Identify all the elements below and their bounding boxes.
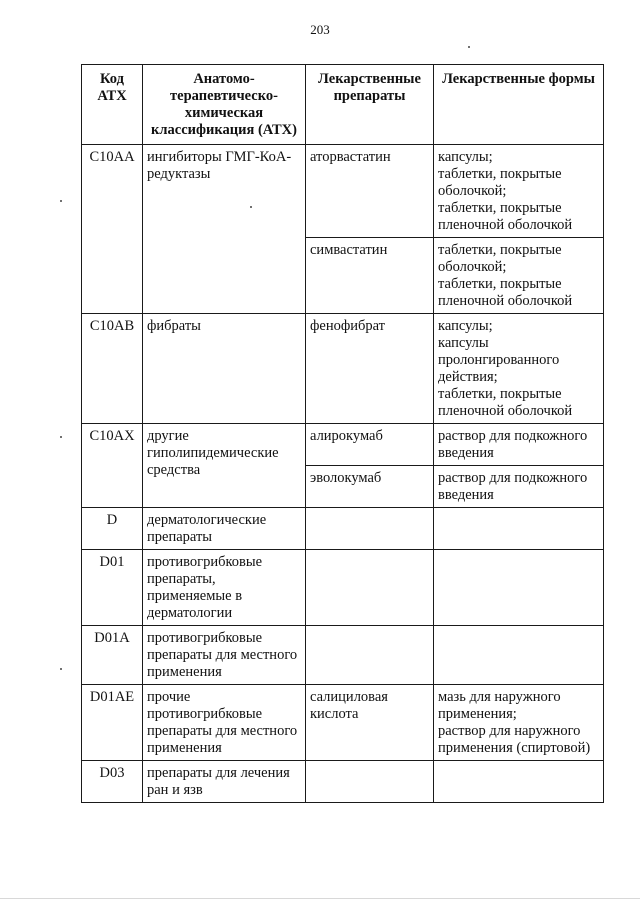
drug-name-cell: эволокумаб [306, 466, 434, 508]
dosage-form-line: таблетки, покрытые пленочной оболочкой [438, 200, 573, 233]
table-row [82, 424, 604, 466]
dosage-form-line: раствор для подкожного введения [438, 470, 588, 503]
dosage-forms-cell [434, 314, 604, 424]
dosage-forms-cell-empty [434, 761, 604, 803]
atc-code-cell: D03 [82, 761, 143, 803]
drug-name-cell: салициловая кислота [306, 685, 434, 761]
dosage-form-line: капсулы; [438, 149, 493, 165]
atc-code-cell: C10AB [82, 314, 143, 424]
dosage-form-line: таблетки, покрытые пленочной оболочкой [438, 386, 573, 419]
dosage-forms-cell [434, 685, 604, 761]
table-row [82, 685, 604, 761]
table-body [82, 145, 604, 803]
atc-code-cell: D01AE [82, 685, 143, 761]
table-row [82, 145, 604, 238]
table-row [82, 761, 604, 803]
table-row [82, 508, 604, 550]
atc-classification-cell: прочие противогрибковые препараты для местного применения [143, 685, 306, 761]
scan-mark [60, 668, 62, 670]
dosage-form-line: таблетки, покрытые оболочкой; [438, 242, 562, 275]
header-forms: Лекарственные формы [434, 65, 604, 145]
dosage-form-line: таблетки, покрытые пленочной оболочкой [438, 276, 573, 309]
atc-classification-cell: ингибиторы ГМГ-КоА-редуктазы [143, 145, 306, 314]
header-code: Код АТХ [82, 65, 143, 145]
table-header-row [82, 65, 604, 145]
drug-name-cell: аторвастатин [306, 145, 434, 238]
dosage-form-line: раствор для наружного применения (спиртовой) [438, 723, 591, 756]
atc-classification-cell: противогрибковые препараты, применяемые в дерматологии [143, 550, 306, 626]
table-row [82, 626, 604, 685]
atc-code-cell: D [82, 508, 143, 550]
dosage-forms-cell-empty [434, 508, 604, 550]
dosage-form-line: таблетки, покрытые оболочкой; [438, 166, 562, 199]
dosage-form-line: капсулы; [438, 318, 493, 334]
header-classification: Анатомо-терапевтическо-химическая классификация (АТХ) [143, 65, 306, 145]
atc-code-cell: C10AA [82, 145, 143, 314]
page-number: 203 [310, 22, 330, 37]
atc-classification-cell: препараты для лечения ран и язв [143, 761, 306, 803]
dosage-forms-cell [434, 238, 604, 314]
dosage-forms-cell [434, 424, 604, 466]
dosage-form-line: раствор для подкожного введения [438, 428, 588, 461]
atc-code-cell: D01A [82, 626, 143, 685]
drug-name-cell: фенофибрат [306, 314, 434, 424]
atc-classification-cell: дерматологические препараты [143, 508, 306, 550]
dosage-forms-cell-empty [434, 626, 604, 685]
atc-code-cell: D01 [82, 550, 143, 626]
table-row [82, 550, 604, 626]
drug-name-cell-empty [306, 761, 434, 803]
dosage-forms-cell [434, 145, 604, 238]
dosage-form-line: капсулы пролонгированного действия; [438, 335, 560, 385]
scan-mark [468, 46, 470, 48]
scan-mark [60, 436, 62, 438]
dosage-forms-cell [434, 466, 604, 508]
atc-classification-cell: противогрибковые препараты для местного применения [143, 626, 306, 685]
drug-name-cell-empty [306, 508, 434, 550]
atc-code-cell: C10AX [82, 424, 143, 508]
scan-mark [60, 200, 62, 202]
atc-drug-table [81, 64, 604, 803]
table-row [82, 314, 604, 424]
scan-edge [0, 898, 640, 899]
atc-classification-cell: фибраты [143, 314, 306, 424]
drug-name-cell-empty [306, 626, 434, 685]
atc-classification-cell: другие гиполипидемические средства [143, 424, 306, 508]
drug-name-cell: алирокумаб [306, 424, 434, 466]
dosage-form-line: мазь для наружного применения; [438, 689, 561, 722]
header-drugs: Лекарственные препараты [306, 65, 434, 145]
scan-mark [250, 206, 252, 208]
drug-name-cell: симвастатин [306, 238, 434, 314]
dosage-forms-cell-empty [434, 550, 604, 626]
drug-name-cell-empty [306, 550, 434, 626]
